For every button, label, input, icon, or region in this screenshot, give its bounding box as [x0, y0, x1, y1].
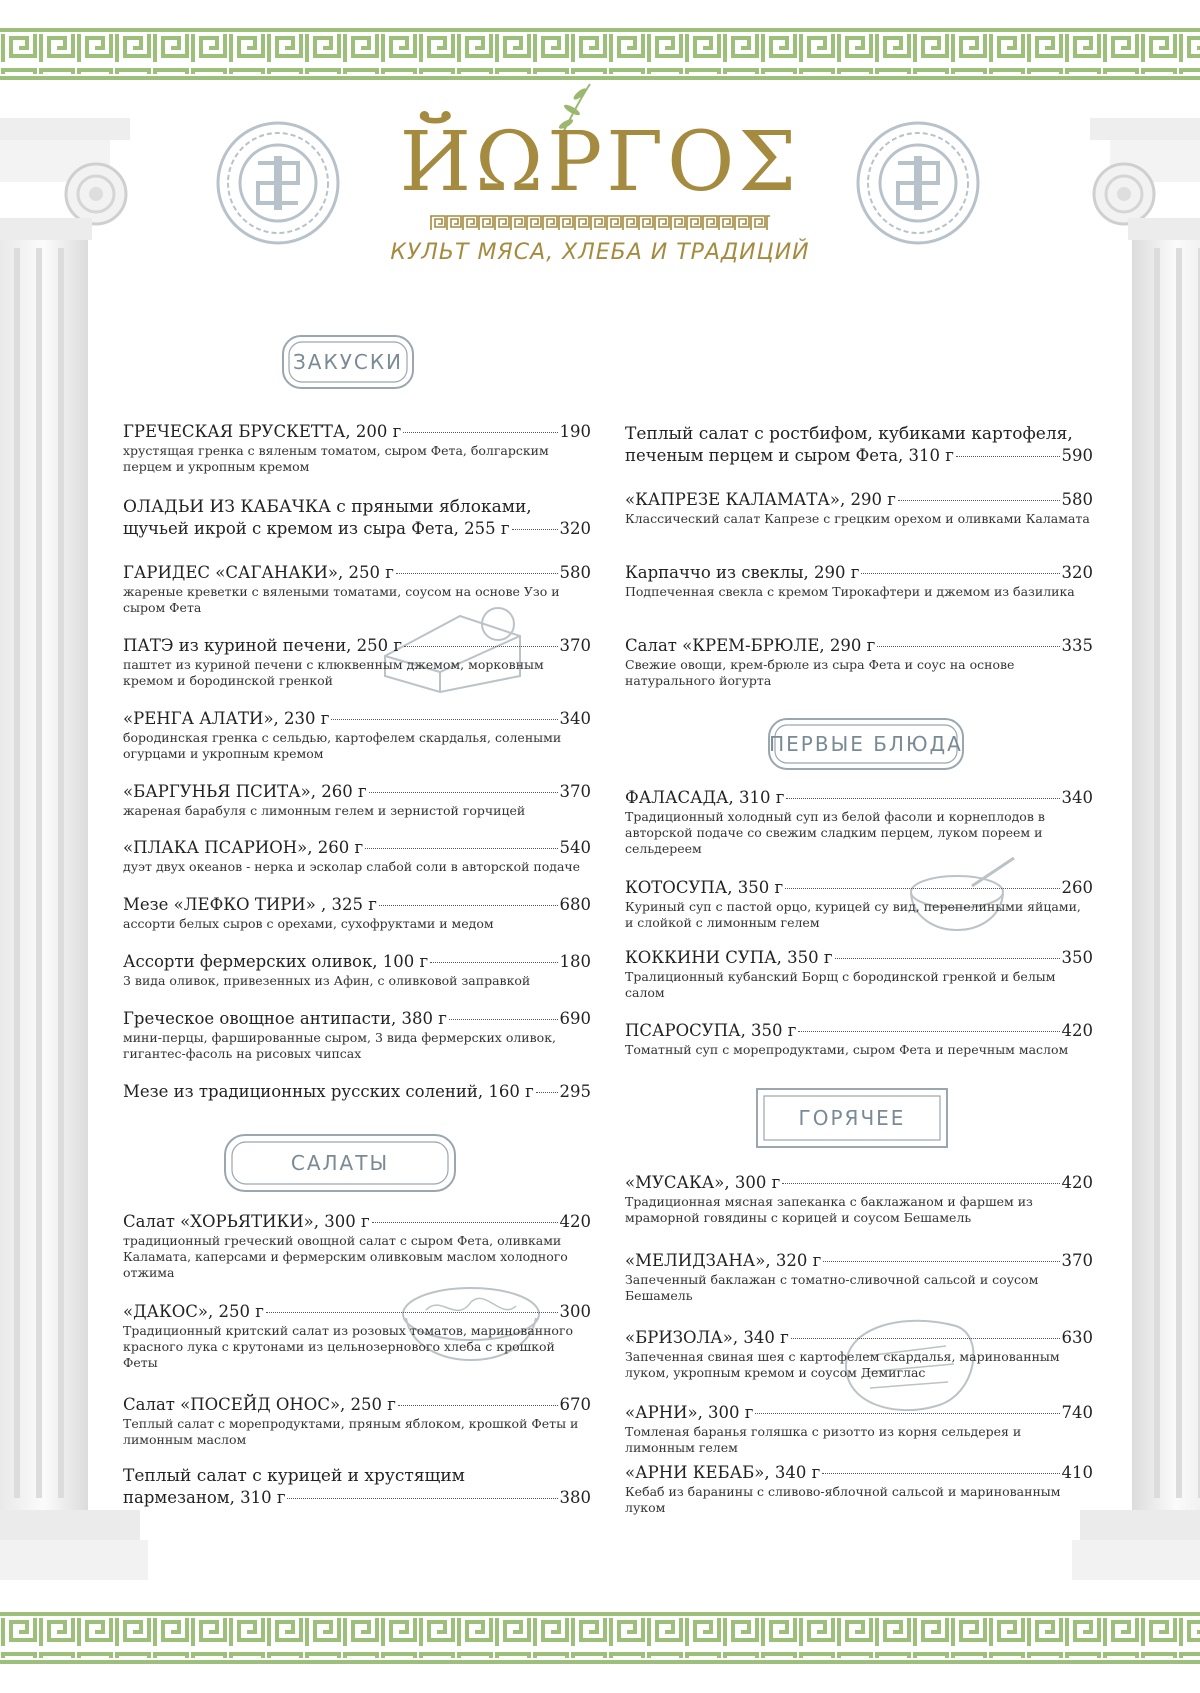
menu-item-price: 190	[559, 422, 591, 441]
menu-item	[625, 948, 1093, 1001]
menu-item-row	[625, 636, 1093, 655]
menu-item-name: «ДАКОС», 250 г	[123, 1302, 264, 1321]
menu-item-row	[123, 563, 591, 582]
menu-item-description: Свежие овощи, крем-брюле из сыра Фета и соус на основе натурального йогурта	[625, 657, 1015, 688]
menu-item-row	[625, 788, 1093, 807]
menu-item-name: Салат «ХОРЬЯТИКИ», 300 г	[123, 1212, 370, 1231]
menu-item-description: жареные креветки с вялеными томатами, соусом на основе Узо и сыром Фета	[123, 584, 560, 615]
menu-item-name: «БАРГУНЬЯ ПСИТА», 260 г	[123, 782, 367, 801]
right-medallion-ornament	[853, 118, 983, 248]
menu-item	[123, 563, 591, 616]
menu-item-name: «БРИЗОЛА», 340 г	[625, 1328, 789, 1347]
section-badge-pervye	[766, 716, 966, 772]
section-title-pervye: ПЕРВЫЕ БЛЮДА	[769, 732, 963, 756]
menu-item-description: Запеченная свиная шея с картофелем скардалья, маринованным луком, укропным кремом и соусом Демиглас	[625, 1349, 1060, 1380]
dot-leader	[266, 1312, 558, 1313]
meander-pattern-bottom	[0, 1610, 1200, 1666]
dot-leader	[822, 1473, 1059, 1474]
menu-item-name: ГАРИДЕС «САГАНАКИ», 250 г	[123, 563, 394, 582]
section-badge-zakuski	[280, 333, 416, 391]
menu-item-price: 340	[1061, 788, 1093, 807]
meander-pattern-top	[0, 26, 1200, 82]
menu-item-description: Запеченный баклажан с томатно-сливочной сальсой и соусом Бешамель	[625, 1272, 1039, 1303]
dot-leader	[379, 905, 558, 906]
menu-item-description: мини-перцы, фаршированные сыром, 3 вида фермерских оливок, гигантес-фасоль на рисовых чипсах	[123, 1030, 556, 1061]
menu-item-price: 630	[1061, 1328, 1093, 1347]
menu-item-price: 370	[559, 636, 591, 655]
menu-item-price: 295	[559, 1082, 591, 1101]
dot-leader	[786, 798, 1059, 799]
dot-leader	[823, 1261, 1059, 1262]
menu-item-price: 370	[559, 782, 591, 801]
menu-item-description: Традиционный критский салат из розовых томатов, маринованного красного лука с крутонами из цельнозернового хлеба с крошкой Феты	[123, 1323, 574, 1370]
menu-item-description: бородинская гренка с сельдью, картофелем скардалья, солеными огурцами и укропным кремом	[123, 730, 562, 761]
dot-leader	[755, 1413, 1059, 1414]
menu-item-description: дуэт двух океанов - нерка и эсколар слабой соли в авторской подаче	[123, 859, 581, 874]
dot-leader	[877, 646, 1059, 647]
menu-item-name: Мезе из традиционных русских солений, 160 г	[123, 1082, 534, 1101]
menu-item-price: 580	[559, 563, 591, 582]
menu-item-price: 320	[1061, 563, 1093, 582]
menu-item-row	[625, 1463, 1093, 1482]
menu-item-row	[123, 1488, 591, 1507]
menu-item-name: Ассорти фермерских оливок, 100 г	[123, 952, 429, 971]
menu-item	[625, 636, 1093, 689]
dot-leader	[835, 958, 1060, 959]
menu-item-name: «МУСАКА», 300 г	[625, 1173, 781, 1192]
menu-item-price: 580	[1061, 490, 1093, 509]
menu-item-name: ГРЕЧЕСКАЯ БРУСКЕТТА, 200 г	[123, 422, 402, 441]
menu-item-price: 260	[1061, 878, 1093, 897]
menu-item-price: 670	[559, 1395, 591, 1414]
brand-tagline: КУЛЬТ МЯСА, ХЛЕБА И ТРАДИЦИЙ	[390, 240, 810, 265]
menu-item-name: ПАТЭ из куриной печени, 250 г	[123, 636, 403, 655]
dot-leader	[365, 848, 557, 849]
menu-item	[123, 1009, 591, 1062]
brand-name: ЙΩΡΓΟΣ	[399, 115, 801, 210]
dot-leader	[396, 573, 558, 574]
menu-item-price: 420	[1061, 1173, 1093, 1192]
menu-item-row	[625, 490, 1093, 509]
menu-item-price: 690	[559, 1009, 591, 1028]
menu-item-title-line: Теплый салат с ростбифом, кубиками картофеля,	[625, 424, 1073, 444]
menu-item-row	[625, 948, 1093, 967]
menu-item-description: Томленая баранья голяшка с ризотто из корня сельдерея и лимонным гелем	[625, 1424, 1022, 1455]
menu-item-price: 420	[1061, 1021, 1093, 1040]
menu-item-row	[625, 878, 1093, 897]
dot-leader	[430, 962, 557, 963]
menu-item	[123, 709, 591, 762]
menu-item-row	[123, 1302, 591, 1321]
dot-leader	[403, 432, 557, 433]
menu-item-title-line: ОЛАДЬИ ИЗ КАБАЧКА с пряными яблоками,	[123, 497, 532, 517]
menu-item-name: «МЕЛИДЗАНА», 320 г	[625, 1251, 822, 1270]
menu-item-price: 420	[559, 1212, 591, 1231]
menu-item-price: 300	[559, 1302, 591, 1321]
menu-item-row	[123, 422, 591, 441]
menu-item-description: паштет из куриной печени с клюквенным джемом, морковным кремом и бородинской гренкой	[123, 657, 544, 688]
dot-leader	[372, 1222, 558, 1223]
menu-item-name: Греческое овощное антипасти, 380 г	[123, 1009, 447, 1028]
dot-leader	[404, 646, 557, 647]
menu-item-name: «АРНИ», 300 г	[625, 1403, 754, 1422]
menu-item-name: Карпаччо из свеклы, 290 г	[625, 563, 860, 582]
menu-item-name: Салат «ПОСЕЙД ОНОС», 250 г	[123, 1395, 396, 1414]
menu-item	[123, 636, 591, 689]
menu-item-title-line: Теплый салат с курицей и хрустящим	[123, 1466, 465, 1486]
menu-item-price: 350	[1061, 948, 1093, 967]
menu-item	[625, 1251, 1093, 1304]
menu-item-price: 740	[1061, 1403, 1093, 1422]
menu-item-price: 340	[559, 709, 591, 728]
menu-item-description: ассорти белых сыров с орехами, сухофруктами и медом	[123, 916, 494, 931]
section-title-goryachee: ГОРЯЧЕЕ	[798, 1106, 906, 1130]
section-badge-salaty	[222, 1132, 458, 1194]
dot-leader	[512, 529, 558, 530]
dot-leader	[287, 1498, 557, 1499]
dot-leader	[791, 1338, 1060, 1339]
menu-item-description: Традиционный холодный суп из белой фасоли и корнеплодов в авторской подаче со свежим сладким перцем, луком пореем и сельдереем	[625, 809, 1045, 856]
menu-item-description: Традиционная мясная запеканка с баклажаном и фаршем из мраморной говядины с корицей и соусом Бешамель	[625, 1194, 1033, 1225]
menu-item	[625, 1021, 1093, 1058]
menu-item	[123, 1302, 591, 1371]
menu-item-name: КОТОСУПА, 350 г	[625, 878, 784, 897]
menu-item-row	[123, 952, 591, 971]
left-medallion-ornament	[213, 118, 343, 248]
menu-item	[123, 838, 591, 875]
menu-item-price: 540	[559, 838, 591, 857]
dot-leader	[956, 456, 1060, 457]
dot-leader	[782, 1183, 1059, 1184]
top-meander-border	[0, 26, 1200, 82]
logo-meander-strip	[430, 214, 770, 232]
menu-item	[123, 1464, 591, 1507]
menu-item-row	[625, 446, 1093, 465]
menu-item	[625, 1463, 1093, 1516]
menu-item-price: 370	[1061, 1251, 1093, 1270]
menu-item	[123, 1212, 591, 1281]
section-title-salaty: САЛАТЫ	[290, 1151, 390, 1175]
dot-leader	[398, 1405, 558, 1406]
menu-item-row	[123, 519, 591, 538]
menu-item	[625, 878, 1093, 931]
menu-item	[123, 495, 591, 538]
section-title-zakuski: ЗАКУСКИ	[292, 350, 403, 374]
menu-item-name: ФАЛАСАДА, 310 г	[625, 788, 785, 807]
menu-item-name: ПСАРОСУПА, 350 г	[625, 1021, 797, 1040]
menu-item-price: 410	[1061, 1463, 1093, 1482]
menu-item	[625, 490, 1093, 527]
menu-item-row	[123, 709, 591, 728]
menu-item-description: жареная барабуля с лимонным гелем и зернистой горчицей	[123, 803, 526, 818]
menu-item-row	[625, 563, 1093, 582]
dot-leader	[369, 792, 558, 793]
menu-item-description: Подпеченная свекла с кремом Тирокафтери и джемом из базилика	[625, 584, 1075, 599]
dot-leader	[861, 573, 1059, 574]
dot-leader	[536, 1092, 558, 1093]
menu-item-row	[625, 1403, 1093, 1422]
dot-leader	[449, 1019, 558, 1020]
menu-item-row	[123, 1082, 591, 1101]
menu-item-description: хрустящая гренка с вяленым томатом, сыром Фета, болгарским перцем и укропным кремом	[123, 443, 549, 474]
menu-item-row	[625, 1173, 1093, 1192]
dot-leader	[898, 500, 1060, 501]
menu-item-name: «АРНИ КЕБАБ», 340 г	[625, 1463, 821, 1482]
menu-item	[625, 1328, 1093, 1381]
menu-item	[625, 422, 1093, 465]
menu-item-description: традиционный греческий овощной салат с сыром Фета, оливками Каламата, каперсами и фермерским оливковым маслом холодного отжима	[123, 1233, 568, 1280]
menu-item-row	[123, 1395, 591, 1414]
menu-item-name: «КАПРЕЗЕ КАЛАМАТА», 290 г	[625, 490, 896, 509]
menu-item-price: 320	[559, 519, 591, 538]
menu-item	[123, 422, 591, 475]
menu-item	[123, 782, 591, 819]
menu-item	[625, 1403, 1093, 1456]
menu-item-name: щучьей икрой с кремом из сыра Фета, 255 г	[123, 519, 510, 538]
menu-item	[123, 952, 591, 989]
dot-leader	[785, 888, 1059, 889]
menu-item-row	[123, 782, 591, 801]
menu-item-description: Классический салат Капрезе с грецким орехом и оливками Каламата	[625, 511, 1090, 526]
menu-item	[123, 1395, 591, 1448]
menu-item-name: КОККИНИ СУПА, 350 г	[625, 948, 833, 967]
menu-item-price: 180	[559, 952, 591, 971]
menu-item-description: Тралиционный кубанский Борщ с бородинской гренкой и белым салом	[625, 969, 1056, 1000]
menu-item-row	[625, 1328, 1093, 1347]
menu-item	[123, 895, 591, 932]
menu-item-name: Мезе «ЛЕФКО ТИРИ» , 325 г	[123, 895, 377, 914]
menu-item-price: 590	[1061, 446, 1093, 465]
dot-leader	[798, 1031, 1059, 1032]
menu-item-row	[123, 1212, 591, 1231]
menu-item-description: Томатный суп с морепродуктами, сыром Фета и перечным маслом	[625, 1042, 1069, 1057]
section-badge-goryachee	[754, 1086, 950, 1150]
menu-item	[625, 563, 1093, 600]
menu-item-description: 3 вида оливок, привезенных из Афин, с оливковой заправкой	[123, 973, 531, 988]
menu-item-row	[625, 1251, 1093, 1270]
restaurant-logo	[380, 80, 820, 280]
menu-item-price: 335	[1061, 636, 1093, 655]
menu-item-row	[123, 1009, 591, 1028]
menu-item-row	[123, 838, 591, 857]
menu-item	[625, 788, 1093, 857]
menu-item-description: Куриный суп с пастой орцо, курицей су вид, перепелиными яйцами, и слойкой с лимонным гелем	[625, 899, 1081, 930]
menu-item-description: Кебаб из баранины с сливово-яблочной сальсой и маринованным луком	[625, 1484, 1061, 1515]
menu-item-name: «РЕНГА АЛАТИ», 230 г	[123, 709, 330, 728]
menu-item-name: пармезаном, 310 г	[123, 1488, 286, 1507]
menu-item-name: «ПЛАКА ПСАРИОН», 260 г	[123, 838, 364, 857]
menu-item	[123, 1082, 591, 1101]
menu-item-description: Теплый салат с морепродуктами, пряным яблоком, крошкой Феты и лимонным маслом	[123, 1416, 579, 1447]
menu-item-row	[123, 636, 591, 655]
menu-item-price: 680	[559, 895, 591, 914]
bottom-meander-border	[0, 1610, 1200, 1666]
menu-item-row	[625, 1021, 1093, 1040]
menu-item	[625, 1173, 1093, 1226]
menu-item-name: печеным перцем и сыром Фета, 310 г	[625, 446, 954, 465]
menu-item-row	[123, 895, 591, 914]
menu-item-price: 380	[559, 1488, 591, 1507]
dot-leader	[331, 719, 557, 720]
menu-item-name: Салат «КРЕМ-БРЮЛЕ, 290 г	[625, 636, 876, 655]
